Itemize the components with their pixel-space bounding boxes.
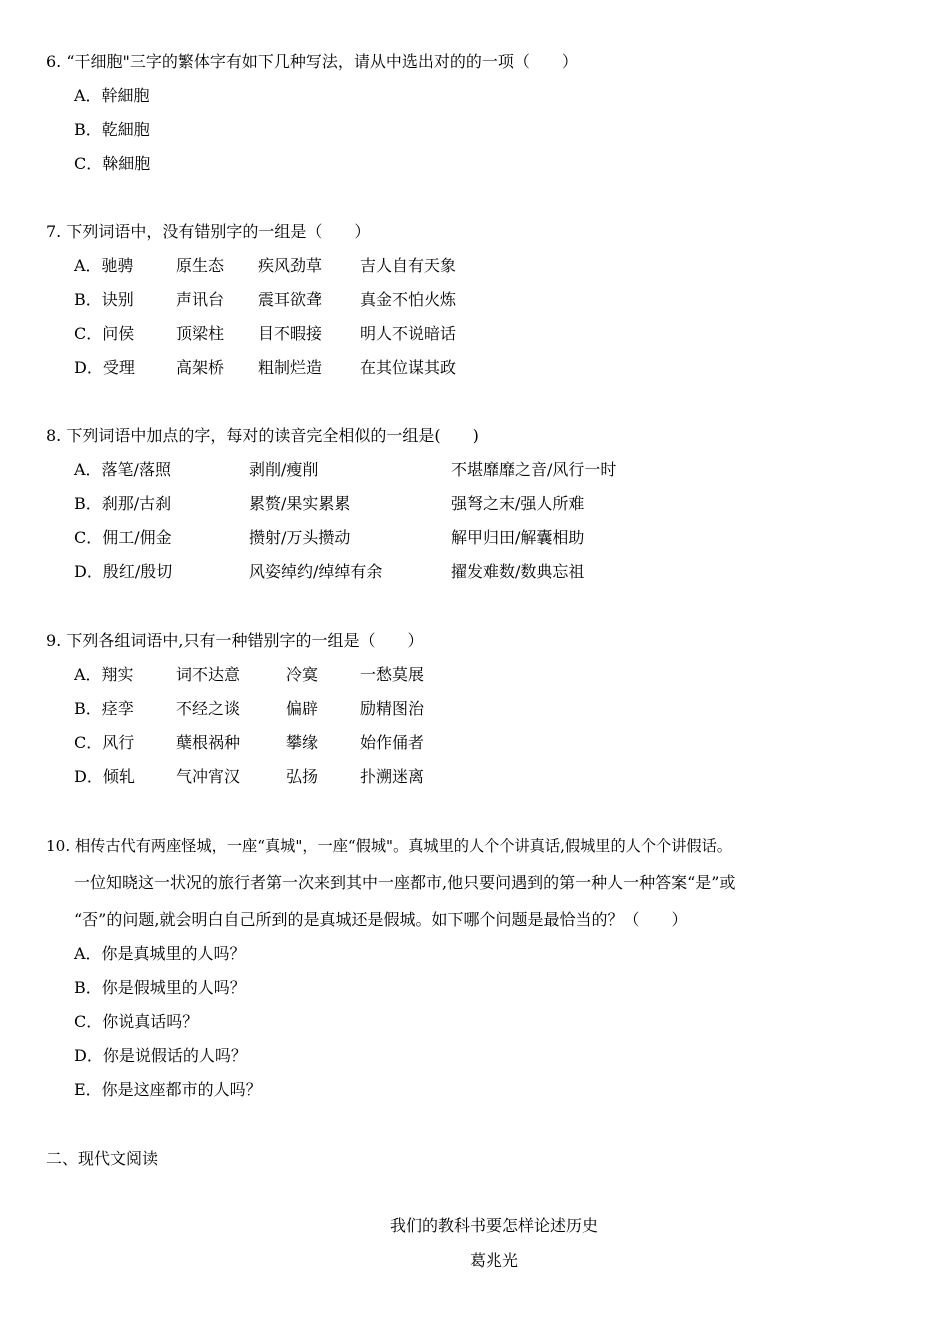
q7-b-3: 震耳欲聋 (258, 290, 323, 309)
q7-d-4: 在其位谋其政 (360, 358, 457, 377)
q10-stem-line-1: 10. 相传古代有两座怪城，一座“真城"，一座“假城"。真城里的人个个讲真话,假城里的人个个讲假话。 (46, 837, 732, 855)
q9-b-4: 励精图治 (360, 699, 425, 718)
q7-d-3: 粗制烂造 (258, 358, 323, 377)
q9-a-1: A．翔实 (74, 665, 134, 684)
q9-c-3: 攀缘 (286, 733, 319, 752)
q9-d-3: 弘扬 (286, 767, 319, 786)
q9-a-4: 一愁莫展 (360, 665, 425, 684)
q6-option-c: C．榦細胞 (74, 154, 151, 173)
q6-option-b: B．乾細胞 (74, 120, 150, 139)
article-author: 葛兆光 (469, 1251, 519, 1270)
q9-b-2: 不经之谈 (176, 699, 241, 718)
q8-c-1: C．佣工/佣金 (74, 528, 172, 547)
q8-b-3: 强弩之末/强人所难 (451, 494, 585, 513)
q8-b-2: 累赘/果实累累 (249, 494, 351, 513)
q7-a-3: 疾风劲草 (258, 256, 323, 275)
q9-d-2: 气冲宵汉 (176, 767, 241, 786)
q7-b-4: 真金不怕火炼 (360, 290, 457, 309)
q7-d-1: D．受理 (74, 358, 135, 377)
q10-option-b: B．你是假城里的人吗？ (74, 978, 246, 997)
q8-a-2: 剥削/瘦削 (249, 460, 319, 479)
q10-stem-line-3: “否”的问题,就会明白自己所到的是真城还是假城。如下哪个问题是最恰当的？（ ） (74, 910, 688, 929)
q9-b-3: 偏辟 (286, 699, 319, 718)
q6-stem: 6. “干细胞"三字的繁体字有如下几种写法，请从中选出对的的一项（ ） (46, 52, 578, 71)
q9-c-1: C．风行 (74, 733, 135, 752)
q8-stem: 8. 下列词语中加点的字，每对的读音完全相似的一组是( ) (46, 426, 479, 445)
q8-c-2: 攒射/万头攒动 (249, 528, 351, 547)
q8-d-1: D．殷红/殷切 (74, 562, 173, 581)
q9-stem: 9. 下列各组词语中,只有一种错别字的一组是（ ） (46, 631, 424, 650)
section-heading: 二、现代文阅读 (46, 1149, 159, 1168)
q7-d-2: 高架桥 (176, 358, 225, 377)
q9-a-3: 冷寞 (286, 665, 319, 684)
q9-d-4: 扑溯迷离 (360, 767, 425, 786)
q7-stem: 7. 下列词语中，没有错别字的一组是（ ） (46, 222, 371, 241)
q9-b-1: B．痉孪 (74, 699, 134, 718)
q8-a-3: 不堪靡靡之音/风行一时 (451, 460, 617, 479)
q10-option-c: C．你说真话吗？ (74, 1012, 199, 1031)
q7-b-1: B．诀别 (74, 290, 134, 309)
q7-a-4: 吉人自有天象 (360, 256, 457, 275)
q9-c-2: 蘖根祸种 (176, 733, 241, 752)
q8-a-1: A．落笔/落照 (74, 460, 171, 479)
q7-a-1: A．驰骋 (74, 256, 134, 275)
q8-b-1: B．刹那/古刹 (74, 494, 172, 513)
q8-c-3: 解甲归田/解囊相助 (451, 528, 585, 547)
q8-d-2: 风姿绰约/绰绰有余 (249, 562, 383, 581)
q7-c-2: 顶梁柱 (176, 324, 225, 343)
q7-c-3: 目不暇接 (258, 324, 323, 343)
q10-option-e: E．你是这座都市的人吗？ (74, 1080, 262, 1099)
q10-stem-line-2: 一位知晓这一状况的旅行者第一次来到其中一座都市,他只要问遇到的第一种人一种答案“是”或 (74, 873, 736, 892)
q9-d-1: D．倾轧 (74, 767, 135, 786)
q10-option-a: A．你是真城里的人吗？ (74, 944, 246, 963)
q9-c-4: 始作俑者 (360, 733, 425, 752)
q9-a-2: 词不达意 (176, 665, 241, 684)
q10-option-d: D．你是说假话的人吗？ (74, 1046, 247, 1065)
q7-c-4: 明人不说暗话 (360, 324, 457, 343)
q7-a-2: 原生态 (176, 256, 225, 275)
article-title: 我们的教科书要怎样论述历史 (389, 1216, 599, 1235)
q6-option-a: A．幹細胞 (74, 86, 150, 105)
q7-c-1: C．问侯 (74, 324, 135, 343)
q7-b-2: 声讯台 (176, 290, 225, 309)
q8-d-3: 擢发难数/数典忘祖 (451, 562, 585, 581)
